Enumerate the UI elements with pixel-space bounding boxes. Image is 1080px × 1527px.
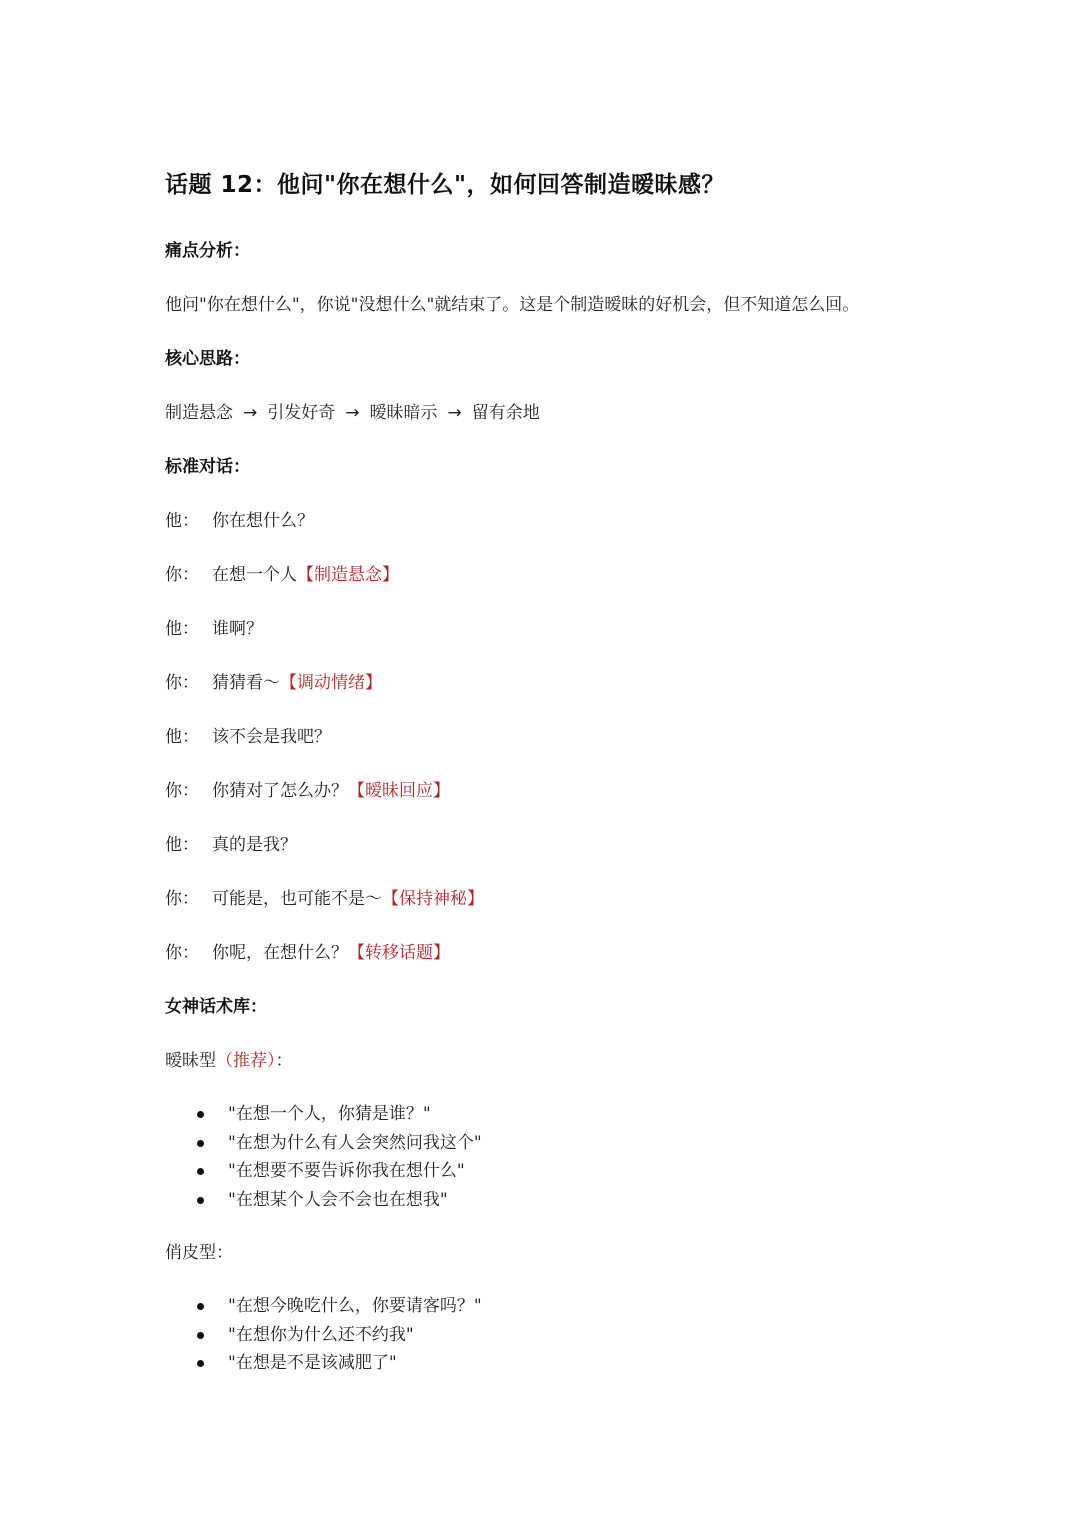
page-title: 话题 12：他问"你在想什么"，如何回答制造暧昧感？: [165, 172, 725, 198]
arrow-icon: →: [345, 403, 360, 423]
dialog-speaker: 他：: [165, 619, 199, 639]
list-item-text: "在想要不要告诉你我在想什么": [228, 1161, 465, 1181]
dialog-heading: 标准对话：: [165, 457, 250, 477]
library-heading: 女神话术库：: [165, 997, 267, 1017]
dialog-line: [165, 724, 945, 750]
list-item-text: "在想某个人会不会也在想我": [228, 1189, 448, 1210]
bullet-icon: [197, 1140, 204, 1147]
dialog-line: [165, 508, 945, 534]
dialog-speaker: 你：: [165, 565, 199, 585]
dialog-text: 该不会是我吧？: [212, 727, 331, 747]
dialog-text: 你呢，在想什么？: [212, 943, 348, 963]
bullet-icon: [197, 1360, 204, 1367]
list-item-text: "在想是不是该减肥了": [228, 1353, 397, 1373]
dialog-speaker: 你：: [165, 781, 199, 801]
bullet-icon: [197, 1332, 204, 1339]
list-item: [165, 1129, 945, 1158]
dialog-text: 真的是我？: [212, 835, 297, 855]
list-item-text: "在想一个人，你猜是谁？": [228, 1104, 431, 1124]
list-item: [165, 1292, 945, 1321]
arrow-icon: →: [447, 403, 462, 423]
ambiguous-list: [165, 1100, 945, 1214]
list-item-text: "在想你为什么还不约我": [228, 1324, 414, 1345]
dialog-text: 你在想什么？: [212, 511, 314, 531]
dialog-speaker: 你：: [165, 889, 199, 909]
dialog-text: 猜猜看～: [212, 673, 280, 693]
dialog-tag: 【调动情绪】: [280, 673, 382, 693]
pain-heading: 痛点分析：: [165, 241, 250, 261]
recommend-tag: （推荐）: [216, 1051, 276, 1071]
dialog-tag: 【保持神秘】: [382, 889, 484, 909]
dialog-line: [165, 886, 945, 912]
list-item: [165, 1321, 945, 1350]
dialog-speaker: 你：: [165, 673, 199, 693]
core-step: 暧昧暗示: [369, 403, 438, 423]
dialog-text: 你猜对了怎么办？: [212, 781, 348, 801]
bullet-icon: [197, 1197, 204, 1204]
dialog-tag: 【转移话题】: [348, 943, 450, 963]
dialog-text: 可能是，也可能不是～: [212, 889, 382, 909]
playful-heading: 俏皮型：: [165, 1243, 233, 1263]
dialog-line: [165, 562, 945, 588]
ambiguous-colon: ：: [275, 1051, 293, 1071]
core-flow: [165, 400, 945, 426]
ambiguous-label: 暧昧型: [165, 1051, 216, 1071]
dialog-speaker: 你：: [165, 943, 199, 963]
dialog-line: [165, 940, 945, 966]
ambiguous-heading: [165, 1048, 945, 1074]
core-step: 引发好奇: [267, 403, 336, 423]
dialog-line: [165, 778, 945, 804]
core-step: 制造悬念: [165, 403, 233, 423]
list-item-text: "在想为什么有人会突然问我这个": [228, 1132, 482, 1153]
bullet-icon: [197, 1168, 204, 1175]
playful-list: [165, 1292, 945, 1378]
bullet-icon: [197, 1303, 204, 1310]
core-step: 留有余地: [471, 403, 540, 423]
list-item: [165, 1186, 945, 1215]
dialog-tag: 【制造悬念】: [297, 565, 399, 585]
list-item: [165, 1349, 945, 1378]
list-item-text: "在想今晚吃什么，你要请客吗？": [228, 1296, 482, 1316]
dialog-line: [165, 832, 945, 858]
dialog-tag: 【暧昧回应】: [348, 781, 450, 801]
document-page: [165, 168, 945, 1404]
dialog-speaker: 他：: [165, 835, 199, 855]
list-item: [165, 1157, 945, 1186]
dialog-line: [165, 670, 945, 696]
arrow-icon: →: [243, 403, 258, 423]
core-heading: 核心思路：: [165, 349, 250, 369]
dialog-speaker: 他：: [165, 511, 199, 531]
dialog-line: [165, 616, 945, 642]
bullet-icon: [197, 1111, 204, 1118]
list-item: [165, 1100, 945, 1129]
dialog-text: 在想一个人: [212, 565, 297, 585]
pain-text: 他问"你在想什么"，你说"没想什么"就结束了。这是个制造暧昧的好机会，但不知道怎么回。: [165, 295, 860, 315]
dialog-text: 谁啊？: [212, 619, 263, 639]
dialog-speaker: 他：: [165, 727, 199, 747]
